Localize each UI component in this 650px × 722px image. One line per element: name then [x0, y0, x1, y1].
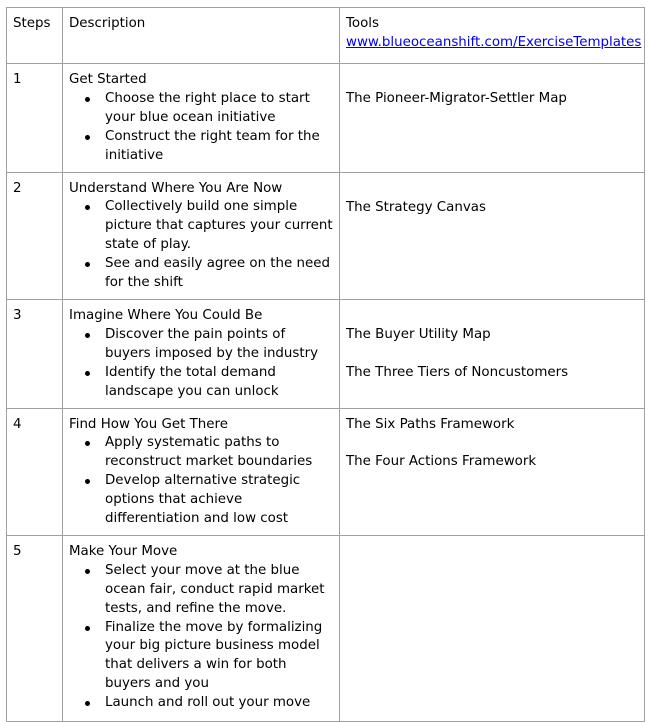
step-title: Make Your Move [69, 543, 178, 559]
tool-name: The Strategy Canvas [346, 199, 486, 215]
table-row [7, 64, 645, 173]
step-tools [340, 299, 645, 408]
tool-name: The Six Paths Framework [346, 416, 515, 432]
header-tools [340, 8, 645, 64]
exercise-templates-link[interactable]: www.blueoceanshift.com/ExerciseTemplates [346, 34, 642, 50]
steps-table [6, 7, 645, 722]
list-item: Identify the total demand landscape you can unlock [105, 364, 333, 402]
list-item: Construct the right team for the initiative [105, 128, 333, 166]
step-title: Understand Where You Are Now [69, 180, 283, 196]
tool-name: The Three Tiers of Noncustomers [346, 364, 569, 380]
tool-name: The Four Actions Framework [346, 454, 537, 470]
bullet-list [69, 326, 333, 402]
step-tools [340, 64, 645, 173]
bullet-list [69, 90, 333, 166]
step-title: Find How You Get There [69, 416, 228, 432]
step-description [63, 408, 340, 535]
step-description [63, 299, 340, 408]
step-description [63, 535, 340, 721]
step-number: 5 [7, 535, 63, 721]
table-row [7, 299, 645, 408]
header-description: Description [63, 8, 340, 64]
bullet-list [69, 562, 333, 713]
step-tools [340, 172, 645, 299]
list-item: Collectively build one simple picture that captures your current state of play. [105, 198, 333, 255]
list-item: Select your move at the blue ocean fair, conduct rapid market tests, and refine the move. [105, 562, 333, 619]
table-row [7, 535, 645, 721]
step-description [63, 64, 340, 173]
bullet-list [69, 198, 333, 293]
list-item: Choose the right place to start your blue ocean initiative [105, 90, 333, 128]
step-title: Get Started [69, 72, 147, 87]
document-body [6, 7, 645, 722]
list-item: See and easily agree on the need for the shift [105, 255, 333, 293]
tool-name: The Pioneer-Migrator-Settler Map [346, 91, 567, 106]
table-row [7, 172, 645, 299]
bullet-list [69, 434, 333, 529]
list-item: Finalize the move by formalizing your big picture business model that delivers a win for both buyers and you [105, 619, 333, 695]
header-steps: Steps [7, 8, 63, 64]
table-row [7, 408, 645, 535]
step-tools [340, 535, 645, 721]
tool-name: The Buyer Utility Map [346, 326, 491, 342]
step-tools [340, 408, 645, 535]
step-number: 4 [7, 408, 63, 535]
step-number: 2 [7, 172, 63, 299]
header-row [7, 8, 645, 64]
list-item: Apply systematic paths to reconstruct market boundaries [105, 434, 333, 472]
step-number: 1 [7, 64, 63, 173]
list-item: Discover the pain points of buyers imposed by the industry [105, 326, 333, 364]
step-description [63, 172, 340, 299]
list-item: Launch and roll out your move [105, 694, 333, 713]
header-tools-label: Tools [346, 16, 379, 31]
step-number: 3 [7, 299, 63, 408]
step-title: Imagine Where You Could Be [69, 307, 263, 323]
list-item: Develop alternative strategic options that achieve differentiation and low cost [105, 472, 333, 529]
